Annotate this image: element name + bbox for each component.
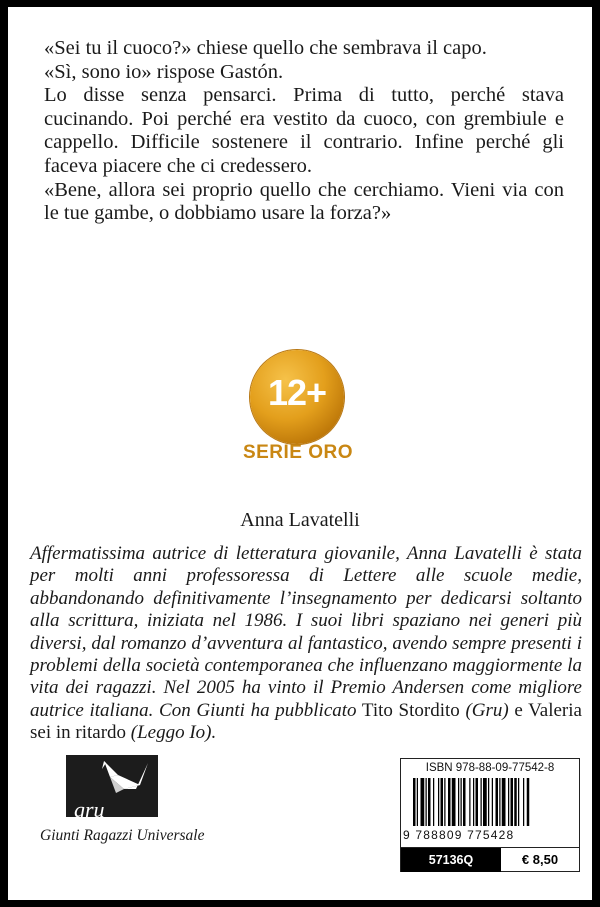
excerpt-line: «Bene, allora sei proprio quello che cerchiamo. Vieni via con le tue gambe, o dobbiamo usare la forza?»: [44, 178, 564, 225]
barcode-bar: [417, 778, 418, 826]
barcode-bar: [488, 778, 489, 826]
barcode-bar: [483, 778, 487, 826]
barcode-bars: [413, 778, 569, 830]
barcode-bar: [463, 778, 466, 826]
bio-series-1: (Gru): [465, 699, 509, 721]
barcode-bar: [426, 778, 427, 826]
bio-end: .: [211, 722, 217, 744]
barcode-block: [400, 758, 580, 872]
barcode-bar: [518, 778, 519, 826]
publisher-name: Giunti Ragazzi Universale: [40, 827, 205, 844]
barcode-bar: [458, 778, 459, 826]
barcode-bar: [444, 778, 445, 826]
logo-wordmark: gru: [74, 797, 105, 822]
barcode-bar: [476, 778, 479, 826]
barcode-bar: [511, 778, 514, 826]
author-name: Anna Lavatelli: [240, 509, 360, 531]
back-cover: [8, 7, 592, 900]
barcode-bar: [523, 778, 524, 826]
ean-digits: 9 788809 775428: [403, 828, 515, 842]
bio-series-2: (Leggo Io): [130, 722, 212, 744]
barcode-bar: [514, 778, 517, 826]
price-label: € 8,50: [521, 852, 559, 867]
barcode-bar: [499, 778, 500, 826]
barcode-bar: [461, 778, 462, 826]
age-rating: 12+: [267, 372, 327, 413]
barcode-bar: [452, 778, 456, 826]
barcode-bar: [433, 778, 434, 826]
bio-intro: Affermatissima autrice di letteratura giovanile, Anna Lavatelli è stata per molti anni professoressa di Lettere alle scuole medie, abbandonando definitivamente l’insegnamento per dedicarsi soltanto alla scrittura, iniziata nel 1986. I suoi libri spaziano nei generi più diversi, dal romanzo d’avventura al fantastico, avendo sempre presenti i problemi della società contemporanea che influenzano maggiormente la vita dei ragazzi. Nel 2005 ha vinto il Premio Andersen come migliore autrice italiana. Con Giunti ha pubblicato: [30, 543, 582, 721]
series-label: SERIE ORO: [242, 442, 354, 463]
excerpt-line: «Sì, sono io» rispose Gastón.: [44, 60, 284, 83]
barcode-bar: [448, 778, 451, 826]
barcode-bar: [421, 778, 425, 826]
barcode-bar: [469, 778, 470, 826]
code-price-row: [401, 847, 579, 872]
barcode-bar: [438, 778, 439, 826]
product-code: 57136Q: [401, 848, 501, 872]
barcode-bar: [502, 778, 506, 826]
isbn-text: ISBN 978-88-09-77542-8: [425, 762, 555, 774]
bio-conjunction: e: [514, 699, 523, 721]
barcode-bar: [428, 778, 431, 826]
age-badge: [250, 350, 344, 444]
excerpt: [44, 37, 564, 226]
excerpt-line: «Sei tu il cuoco?» chiese quello che sembrava il capo.: [44, 37, 487, 59]
excerpt-line: Lo disse senza pensarci. Prima di tutto, perché stava cucinando. Poi perché era vestito da cuoco, con grembiule e cappello. Difficile sostenere il contrario. Infine perché gli faceva piacere che ci credessero.: [44, 84, 564, 177]
author-bio: [30, 543, 582, 745]
barcode-bar: [492, 778, 493, 826]
bio-title-2: Valeria sei in ritardo: [30, 699, 582, 744]
barcode-bar: [496, 778, 499, 826]
bio-title-1: Tito Stordito: [361, 699, 460, 721]
barcode-bar: [508, 778, 509, 826]
barcode-bar: [473, 778, 474, 826]
barcode-bar: [413, 778, 416, 826]
barcode-bar: [441, 778, 444, 826]
barcode-bar: [527, 778, 530, 826]
barcode-bar: [481, 778, 482, 826]
